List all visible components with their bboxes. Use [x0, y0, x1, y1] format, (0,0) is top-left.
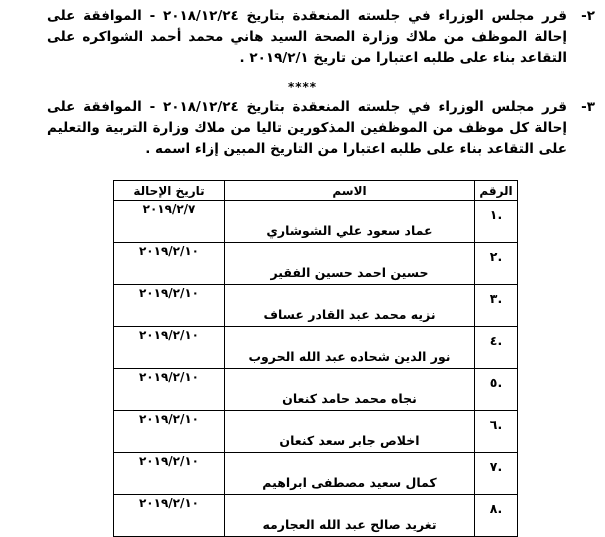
row-number: .١ [475, 201, 518, 243]
table-row [114, 495, 518, 537]
decision-item-3 [47, 97, 595, 160]
item-number: ٢- [581, 8, 595, 24]
row-date: ٢٠١٩/٢/١٠ [114, 495, 225, 537]
table-row [114, 327, 518, 369]
row-number: .٢ [475, 243, 518, 285]
table-row [114, 201, 518, 243]
row-date: ٢٠١٩/٢/٧ [114, 201, 225, 243]
row-name: تغريد صالح عبد الله العجارمه [225, 495, 475, 537]
row-date: ٢٠١٩/٢/١٠ [114, 285, 225, 327]
row-name: نجاه محمد حامد كنعان [225, 369, 475, 411]
table-header-row [114, 181, 518, 201]
row-name: اخلاص جابر سعد كنعان [225, 411, 475, 453]
table-row [114, 285, 518, 327]
row-name: نور الدين شحاده عبد الله الحروب [225, 327, 475, 369]
row-name: حسين احمد حسين الفقير [225, 243, 475, 285]
row-date: ٢٠١٩/٢/١٠ [114, 327, 225, 369]
row-number: .٥ [475, 369, 518, 411]
table-row [114, 243, 518, 285]
row-number: .٤ [475, 327, 518, 369]
row-name: عماد سعود علي الشوشاري [225, 201, 475, 243]
separator: **** [287, 80, 318, 94]
table-row [114, 453, 518, 495]
row-name: كمال سعيد مصطفى ابراهيم [225, 453, 475, 495]
row-date: ٢٠١٩/٢/١٠ [114, 243, 225, 285]
header-number: الرقم [475, 181, 518, 201]
row-number: .٣ [475, 285, 518, 327]
row-date: ٢٠١٩/٢/١٠ [114, 369, 225, 411]
item-text: قرر مجلس الوزراء في جلسته المنعقدة بتاريخ ٢٠١٨/١٢/٢٤ - الموافقة على إحالة الموظف من ملاك وزارة الصحة السيد هاني محمد أحمد الشواكره على التقاعد بناء على طلبه اعتبارا من تاريخ ٢٠١٩/٢/١ . [47, 8, 567, 66]
row-date: ٢٠١٩/٢/١٠ [114, 453, 225, 495]
decision-item-2 [47, 6, 595, 69]
table-row [114, 411, 518, 453]
header-date: تاريخ الإحالة [114, 181, 225, 201]
row-number: .٨ [475, 495, 518, 537]
row-number: .٦ [475, 411, 518, 453]
item-number: ٣- [581, 99, 595, 115]
row-date: ٢٠١٩/٢/١٠ [114, 411, 225, 453]
row-name: نزيه محمد عبد القادر عساف [225, 285, 475, 327]
row-number: .٧ [475, 453, 518, 495]
table-row [114, 369, 518, 411]
retirees-table [113, 180, 518, 537]
item-text: قرر مجلس الوزراء في جلسته المنعقدة بتاريخ ٢٠١٨/١٢/٢٤ - الموافقة على إحالة كل موظف من الموظفين المذكورين تاليا من ملاك وزارة التربية والتعليم على التقاعد بناء على طلبه اعتبارا من التاريخ المبين إزاء اسمه . [47, 99, 567, 157]
header-name: الاسم [225, 181, 475, 201]
